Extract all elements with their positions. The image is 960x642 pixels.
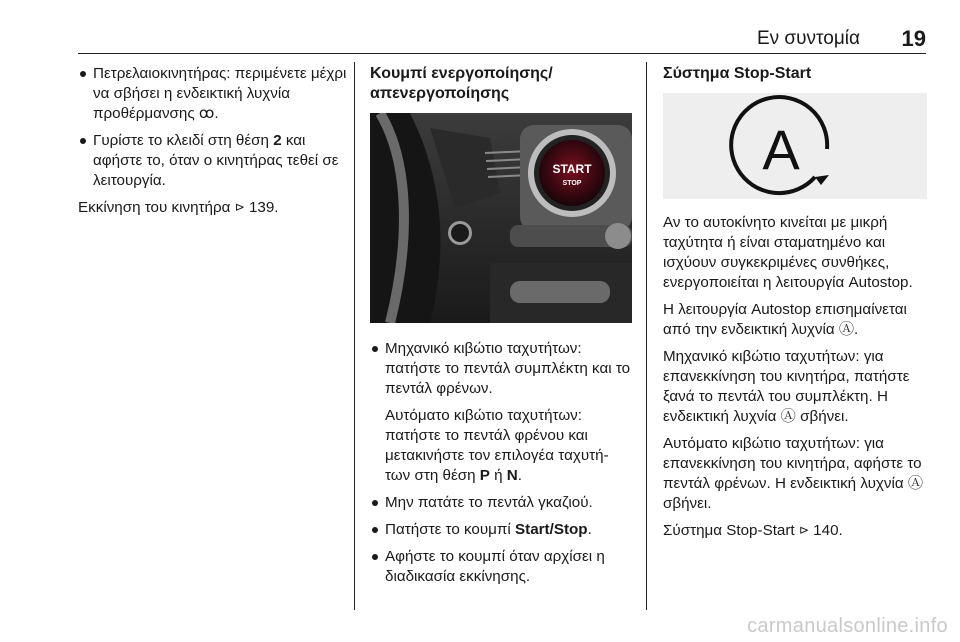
autostop-lamp-icon: Ⓐ (780, 408, 796, 425)
section-heading: Σύστημα Stop-Start (663, 65, 812, 82)
button-label-stop: STOP (562, 180, 582, 187)
bullet-dot (372, 346, 378, 352)
paragraph: Αυτόματο κιβώτιο ταχυτήτων: για επανεκκίνηση του κινητήρα, αφήστε το πεντάλ φρένων. Η ενδεικτική λυχνία Ⓐ σβήνει. (663, 435, 924, 512)
autostop-lamp-icon: Ⓐ (907, 475, 924, 492)
reference-page: 140. (813, 522, 843, 539)
section-title: Εν συντομία (756, 28, 860, 49)
key-position: 2 (273, 132, 282, 149)
list-item: Πατήστε το κουμπί Start/Stop. (370, 520, 634, 540)
watermark: carmanualsonline.info (747, 615, 948, 637)
cross-reference[interactable]: Σύστημα Stop-Start ⊳ 140. (663, 522, 843, 539)
column-divider-2 (646, 62, 647, 610)
autostop-letter: A (762, 118, 800, 181)
button-label-start: START (552, 162, 592, 176)
paragraph: Αν το αυτοκίνητο κινείται με μικρή ταχύτητα ή είναι σταματημένο και ισχύουν συγκεκριμένες συνθήκες, ενεργοποιείται η λειτουργία Autostop. (663, 214, 913, 291)
reference-arrow-icon: ⊳ (234, 200, 245, 214)
column-1 (78, 64, 350, 225)
column-3 (663, 64, 929, 548)
cross-reference[interactable]: Εκκίνηση του κινητήρα ⊳ 139. (78, 199, 279, 216)
bullet-dot (80, 71, 86, 77)
autostop-lamp-icon: Ⓐ (838, 321, 855, 338)
column-divider-1 (354, 62, 355, 610)
bullet-dot (80, 138, 86, 144)
start-stop-button-photo (370, 113, 632, 323)
list-item: Μην πατάτε το πεντάλ γκαζιού. (370, 493, 634, 513)
page-number: 19 (901, 26, 926, 51)
button-name: Start/Stop (515, 521, 588, 538)
page-header (78, 26, 926, 52)
bullet-text: Πετρελαιοκινητήρας: περιμένετε μέχρι να σβήσει η ενδεικτική λυχνία προθέρμανσης (93, 65, 347, 122)
bullet-dot (372, 527, 378, 533)
list-item: Μηχανικό κιβώτιο ταχυτήτων: πατήστε το πεντάλ συμπλέκτη και το πεντάλ φρένων. (370, 339, 634, 399)
paragraph: Μηχανικό κιβώτιο ταχυτήτων: για επανεκκίνηση του κινητήρα, πατήστε ξανά το πεντάλ του συμπλέκτη. Η ενδεικτική λυχνία Ⓐ σβήνει. (663, 348, 910, 425)
reference-arrow-icon: ⊳ (798, 523, 809, 537)
autostop-symbol-icon (663, 93, 927, 199)
paragraph: Η λειτουργία Autostop επισημαίνεται από την ενδεικτική λυχνία Ⓐ. (663, 301, 907, 338)
column-2 (370, 64, 634, 594)
reference-page: 139. (248, 199, 279, 216)
bullet-dot (372, 500, 378, 506)
list-item: Πετρελαιοκινητήρας: περιμένετε μέχρι να σβήσει η ενδεικτική λυχνία προθέρμανσης ꝏ. (78, 64, 350, 124)
header-rule (78, 53, 926, 54)
list-item: Αφήστε το κουμπί όταν αρχίσει η διαδικασία εκκίνησης. (370, 547, 634, 587)
list-item: Γυρίστε το κλειδί στη θέση 2 και αφήστε το, όταν ο κινητήρας τεθεί σε λειτουργία. (78, 131, 350, 191)
glow-plug-icon: ꝏ (198, 105, 215, 122)
sub-paragraph: Αυτόματο κιβώτιο ταχυτήτων: πατήστε το πεντάλ φρένου και μετακινήστε τον επιλογέα ταχυτή- των στη θέση P ή N. (385, 407, 609, 484)
bullet-dot (372, 554, 378, 560)
section-heading: Κουμπί ενεργοποίησης/ απενεργοποίησης (370, 65, 553, 102)
